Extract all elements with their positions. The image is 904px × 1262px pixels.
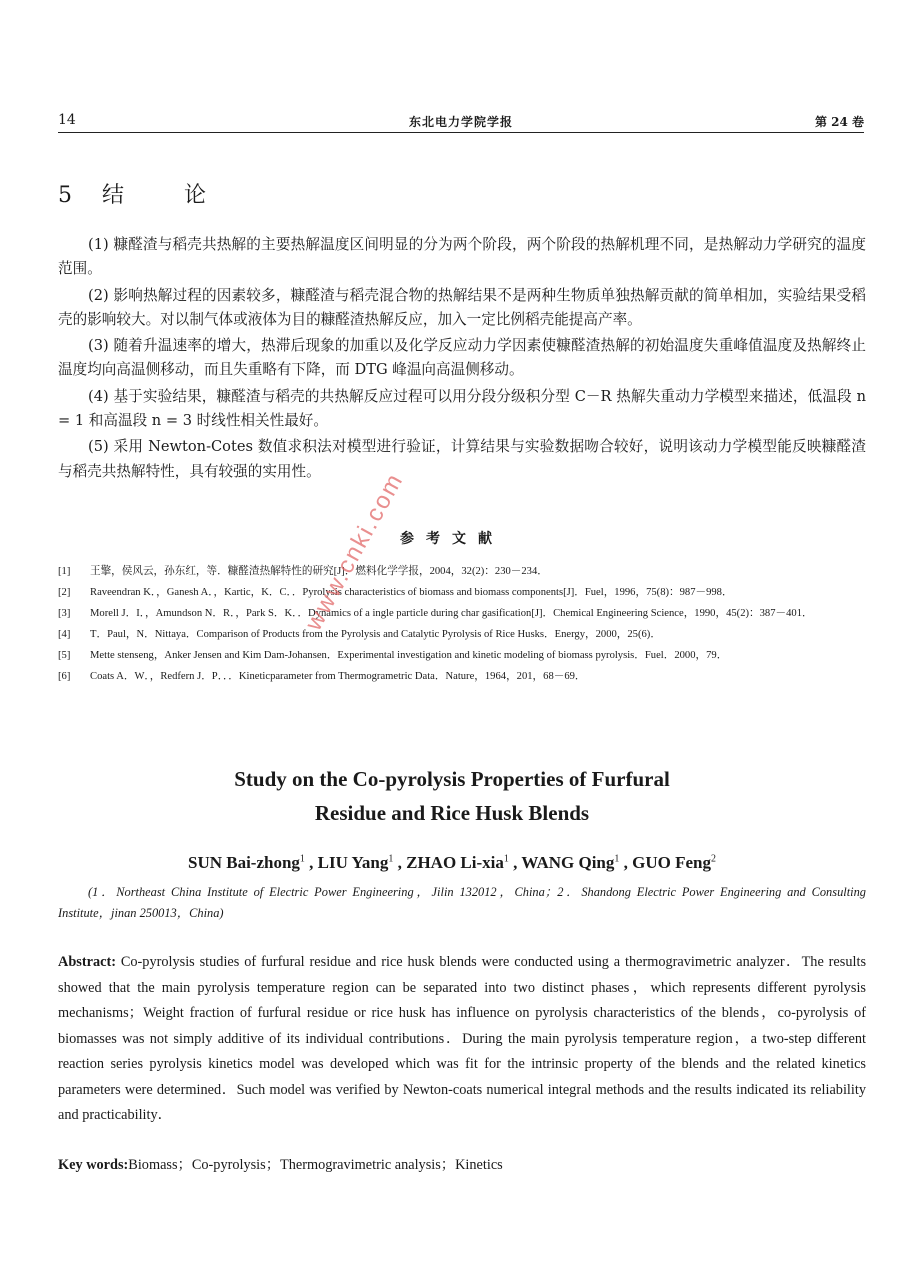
reference-item [58, 603, 866, 624]
reference-item [58, 561, 866, 582]
reference-text: Morell J．I．，Amundson N．R．，Park S．K．．Dynamics of a ingle particle during char gasification[J]．Chemical Engineering Science，1990，45(2)：387－401． [90, 608, 813, 619]
reference-item [58, 582, 866, 603]
reference-number: [1] [58, 566, 71, 577]
page-number: 14 [58, 112, 76, 128]
author-separator: , [304, 853, 318, 872]
reference-text: Coats A．W．，Redfern J．P．．．Kineticparameter from Thermogrametric Data．Nature，1964，201，68－69． [90, 671, 586, 682]
running-header [58, 110, 864, 133]
conclusion-item: (4) 基于实验结果，糠醛渣与稻壳的共热解反应过程可以用分段分级积分型 C－R 热解失重动力学模型来描述，低温段 n = 1 和高温段 n = 3 时线性相关性最好。 [58, 387, 866, 430]
english-title [0, 762, 904, 830]
affiliations: (1．Northeast China Institute of Electric Power Engineering，Jilin 132012，China；2．Shandong Electric Power Engineering and Consulting Institute，jinan 250013，China) [58, 885, 866, 920]
conclusion-item: (5) 采用 Newton-Cotes 数值求积法对模型进行验证，计算结果与实验数据吻合较好，说明该动力学模型能反映糠醛渣与稻壳共热解特性，具有较强的实用性。 [58, 438, 866, 480]
author-name: GUO Feng [632, 853, 711, 872]
author-affiliation-mark: 1 [388, 853, 394, 865]
abstract-text: Co-pyrolysis studies of furfural residue and rice husk blends were conducted using a thermogravimetric analyzer．The results showed that the main pyrolysis temperature region can be separated into two distinct phases，which represents different pyrolysis mechanisms；Weight fraction of furfural residue or rice husk has influence on pyrolysis characteristics of the blends，co-pyrolysis of biomasses was not simply additive of its individual contributions．During the main pyrolysis temperature region，a two-step different reaction series pyrolysis kinetics model was developed which was fit for the intrinsic property of the blends and the related kinetics parameters were determined．Such model was verified by Newton-coats numerical integral methods and the results indicated its reliability and practicability． [58, 954, 867, 1123]
author-separator: , [619, 853, 633, 872]
reference-number: [4] [58, 629, 71, 640]
author-separator: , [508, 853, 522, 872]
reference-item [58, 666, 866, 687]
author-affiliation-mark: 1 [614, 853, 620, 865]
section-number: 5 [58, 183, 72, 208]
keywords [58, 1154, 866, 1174]
conclusion-item: (2) 影响热解过程的因素较多，糠醛渣与稻壳混合物的热解结果不是两种生物质单独热解贡献的简单相加，实验结果受稻壳的影响较大。对以制气体或液体为目的糠醛渣热解反应，加入一定比例稻壳能提高产率。 [58, 286, 866, 328]
journal-name: 东北电力学院学报 [408, 115, 513, 129]
reference-text: Mette stenseng，Anker Jensen and Kim Dam-Johansen．Experimental investigation and kinetic modeling of biomass pyrolysis．Fuel．2000，79． [90, 650, 728, 661]
author-name: LIU Yang [317, 853, 389, 872]
author-name: WANG Qing [521, 853, 615, 872]
keywords-label: Key words: [58, 1157, 129, 1173]
author-affiliation-mark: 2 [711, 853, 716, 865]
reference-number: [3] [58, 608, 71, 619]
english-title-line2: Residue and Rice Husk Blends [314, 801, 590, 825]
keywords-text: Biomass；Co-pyrolysis；Thermogravimetric analysis；Kinetics [128, 1157, 503, 1173]
abstract [58, 950, 866, 1129]
reference-number: [5] [58, 650, 71, 661]
author-affiliation-mark: 1 [299, 853, 305, 865]
section-title-part1: 结 [102, 183, 125, 208]
volume-label: 第 24 卷 [814, 115, 864, 129]
references-heading: 参考文献 [400, 531, 504, 547]
reference-text: T．Paul，N．Nittaya．Comparison of Products from the Pyrolysis and Catalytic Pyrolysis of Rice Husks．Energy，2000，25(6)． [90, 629, 661, 640]
reference-text: Raveendran K．，Ganesh A．，Kartic，K．C．．Pyrolysis characteristics of biomass and biomass components[J]．Fuel，1996，75(8)：987－998． [90, 587, 733, 598]
conclusion-item: (3) 随着升温速率的增大，热滞后现象的加重以及化学反应动力学因素使糠醛渣热解的初始温度失重峰值温度及热解终止温度均向高温侧移动，而且失重略有下降，而 DTG 峰温向高温侧移动。 [58, 337, 866, 379]
section-heading [58, 178, 206, 209]
reference-item [58, 645, 866, 666]
conclusions-list [58, 233, 866, 486]
author-name: ZHAO Li-xia [406, 853, 504, 872]
reference-text: 王擎，侯风云，孙东红，等．糠醛渣热解特性的研究[J]．燃料化学学报，2004，32(2)：230－234． [90, 566, 548, 577]
english-title-line1: Study on the Co-pyrolysis Properties of Furfural [234, 767, 670, 791]
abstract-label: Abstract: [58, 954, 116, 970]
author-name: SUN Bai-zhong [187, 853, 300, 872]
author-separator: , [393, 853, 407, 872]
conclusion-item: (1) 糠醛渣与稻壳共热解的主要热解温度区间明显的分为两个阶段，两个阶段的热解机理不同，是热解动力学研究的温度范围。 [58, 236, 866, 278]
author-affiliation-mark: 1 [503, 853, 509, 865]
author-list [0, 853, 904, 873]
reference-item [58, 624, 866, 645]
reference-number: [2] [58, 587, 71, 598]
watermark-text: www.cnki.com [300, 468, 409, 636]
reference-number: [6] [58, 671, 71, 682]
references-list [58, 561, 866, 687]
section-title-part2: 论 [184, 183, 207, 208]
